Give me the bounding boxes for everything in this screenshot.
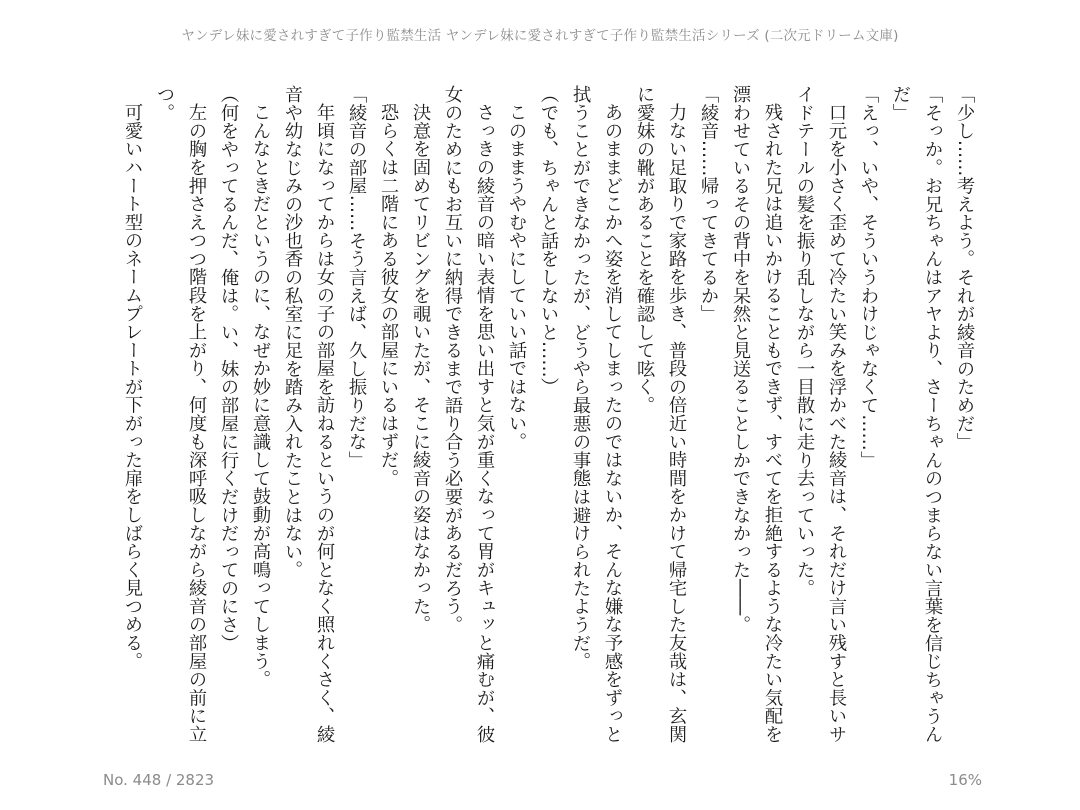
paragraph: 「そっか。お兄ちゃんはアヤより、さーちゃんのつまらない言葉を信じちゃうんだ」 (890, 85, 943, 744)
paragraph: 残された兄は追いかけることもできず、すべてを拒絶するような冷たい気配を漂わせているその背中を呆然と見送ることしかできなかった――。 (730, 85, 783, 744)
paragraph: さっきの綾音の暗い表情を思い出すと気が重くなって胃がキュッと痛むが、彼女のためにもお互いに納得できるまで語り合う必要があるだろう。 (442, 85, 495, 744)
paragraph: 「綾音……帰ってきてるか」 (698, 85, 719, 323)
paragraph: あのままどこかへ姿を消してしまったのではないか、そんな嫌な予感をずっと拭うことができなかったが、どうやら最悪の事態は避けられたようだ。 (570, 85, 623, 744)
paragraph: 可愛いハート型のネームプレートが下がった扉をしばらく見つめる。 (122, 103, 143, 671)
paragraph: 決意を固めてリビングを覗いたが、そこに綾音の姿はなかった。 (410, 103, 431, 634)
paragraph: このままうやむやにしていい話ではない。 (506, 103, 527, 451)
paragraph: 口元を小さく歪めて冷たい笑みを浮かべた綾音は、それだけ言い残すと長いサイドテールの髪を振り乱しながら一目散に走り去っていった。 (794, 85, 847, 744)
paragraph: 「えっ、いや、そういうわけじゃなくて……」 (858, 85, 879, 470)
paragraph: 「少し……考えよう。それが綾音のためだ」 (954, 85, 975, 451)
paragraph: 左の胸を押さえつつ階段を上がり、何度も深呼吸しながら綾音の部屋の前に立つ。 (154, 85, 207, 744)
paragraph: 恐らくは二階にある彼女の部屋にいるはずだ。 (378, 103, 399, 488)
paragraph: こんなときだというのに、なぜか妙に意識して鼓動が高鳴ってしまう。 (250, 103, 271, 689)
paragraph: 「綾音の部屋……そう言えば、久し振りだな」 (346, 85, 367, 470)
reading-area[interactable] (116, 85, 980, 755)
paragraph: 力ない足取りで家路を歩き、普段の倍近い時間をかけて帰宅した友哉は、玄関に愛妹の靴があることを確認して呟く。 (634, 85, 687, 744)
paragraph: 年頃になってからは女の子の部屋を訪ねるというのが何となく照れくさく、綾音や幼なじみの沙也香の私室に足を踏み入れたことはない。 (282, 85, 335, 744)
paragraph: （でも、ちゃんと話をしないと……） (538, 85, 559, 396)
paragraph: （何をやってるんだ、俺は。い、妹の部屋に行くだけだってのにさ） (218, 85, 239, 652)
progress-percent: 16% (948, 771, 982, 789)
book-title: ヤンデレ妹に愛されすぎて子作り監禁生活 ヤンデレ妹に愛されすぎて子作り監禁生活シリーズ (二次元ドリーム文庫) (181, 28, 899, 44)
location-indicator: No. 448 / 2823 (103, 771, 215, 789)
